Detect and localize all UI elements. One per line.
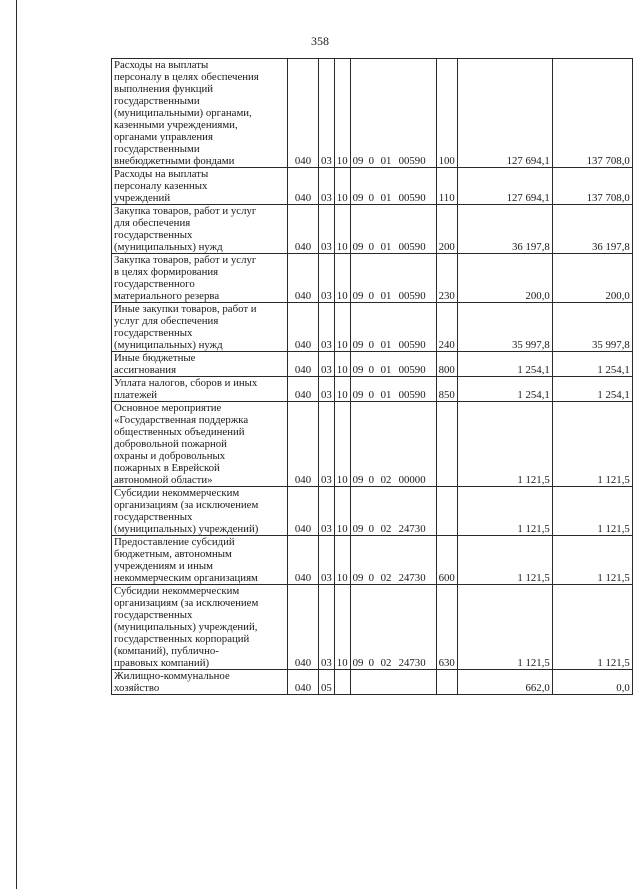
table-row	[112, 377, 633, 402]
target-article-part: 0	[368, 572, 374, 584]
subsection-code: 10	[334, 254, 350, 303]
target-article-part: 09	[352, 290, 364, 302]
section-code: 03	[319, 402, 335, 487]
sum-year-1: 1 121,5	[457, 402, 552, 487]
row-name	[112, 205, 288, 254]
row-name-line: Закупка товаров, работ и услуг	[114, 205, 257, 217]
subsection-code: 10	[334, 536, 350, 585]
row-name-line: внебюджетными фондами	[114, 155, 235, 167]
sum-year-2: 137 708,0	[552, 59, 632, 168]
table-row	[112, 585, 633, 670]
section-code: 03	[319, 377, 335, 402]
row-name-line: Расходы на выплаты	[114, 168, 209, 180]
expense-type-code: 240	[436, 303, 457, 352]
target-article-part: 01	[380, 290, 392, 302]
table-row	[112, 254, 633, 303]
target-article-part: 0	[368, 241, 374, 253]
row-name-line: некоммерческим организациям	[114, 572, 258, 584]
left-margin-rule	[16, 0, 17, 889]
row-name-line: государственными	[114, 95, 200, 107]
row-name-line: в целях формирования	[114, 266, 219, 278]
target-article-code	[350, 205, 436, 254]
ministry-code: 040	[288, 585, 319, 670]
row-name-line: (компаний), публично-	[114, 645, 219, 657]
target-article-part: 09	[352, 523, 364, 535]
target-article-part: 09	[352, 657, 364, 669]
subsection-code: 10	[334, 168, 350, 205]
subsection-code: 10	[334, 205, 350, 254]
table-row	[112, 59, 633, 168]
row-name-line: для обеспечения	[114, 217, 191, 229]
row-name-line: услуг для обеспечения	[114, 315, 219, 327]
sum-year-1: 1 254,1	[457, 352, 552, 377]
target-article-part: 01	[380, 389, 392, 401]
expense-type-code: 100	[436, 59, 457, 168]
target-article-part: 0	[368, 389, 374, 401]
section-code: 03	[319, 303, 335, 352]
table-row	[112, 536, 633, 585]
sum-year-1: 35 997,8	[457, 303, 552, 352]
ministry-code: 040	[288, 402, 319, 487]
sum-year-2: 1 121,5	[552, 536, 632, 585]
target-article-part: 01	[380, 192, 392, 204]
sum-year-1: 1 121,5	[457, 487, 552, 536]
sum-year-1: 127 694,1	[457, 59, 552, 168]
sum-year-2: 35 997,8	[552, 303, 632, 352]
row-name-line: Жилищно-коммунальное	[114, 670, 230, 682]
target-article-part: 0	[368, 192, 374, 204]
sum-year-2: 36 197,8	[552, 205, 632, 254]
subsection-code: 10	[334, 487, 350, 536]
target-article-part: 02	[380, 657, 392, 669]
target-article-part: 0	[368, 364, 374, 376]
row-name-line: государственных	[114, 327, 193, 339]
row-name-line: ассигнования	[114, 364, 177, 376]
expense-type-code: 630	[436, 585, 457, 670]
row-name-line: автономной области»	[114, 474, 213, 486]
row-name-line: государственных	[114, 609, 193, 621]
row-name-line: казенными учреждениями,	[114, 119, 238, 131]
sum-year-1: 36 197,8	[457, 205, 552, 254]
row-name	[112, 254, 288, 303]
subsection-code: 10	[334, 59, 350, 168]
target-article-code	[350, 254, 436, 303]
row-name-line: (муниципальных) учреждений)	[114, 523, 259, 535]
target-article-part: 0	[368, 523, 374, 535]
sum-year-2: 1 121,5	[552, 585, 632, 670]
ministry-code: 040	[288, 536, 319, 585]
row-name-line: правовых компаний)	[114, 657, 210, 669]
ministry-code: 040	[288, 487, 319, 536]
target-article-part: 0	[368, 290, 374, 302]
row-name	[112, 352, 288, 377]
row-name-line: (муниципальных) учреждений,	[114, 621, 258, 633]
row-name-line: государственных	[114, 511, 193, 523]
target-article-part: 09	[352, 192, 364, 204]
sum-year-2: 0,0	[552, 670, 632, 695]
table-row	[112, 352, 633, 377]
target-article-code	[350, 585, 436, 670]
target-article-part: 0	[368, 155, 374, 167]
target-article-part: 0	[368, 657, 374, 669]
row-name	[112, 377, 288, 402]
row-name-line: Уплата налогов, сборов и иных	[114, 377, 258, 389]
row-name-line: (муниципальными) органами,	[114, 107, 252, 119]
sum-year-2: 200,0	[552, 254, 632, 303]
target-article-part: 00590	[398, 389, 426, 401]
expense-type-code	[436, 402, 457, 487]
target-article-code	[350, 168, 436, 205]
row-name-line: (муниципальных) нужд	[114, 241, 223, 253]
sum-year-1: 1 254,1	[457, 377, 552, 402]
row-name-line: «Государственная поддержка	[114, 414, 249, 426]
row-name-line: государственных	[114, 229, 193, 241]
target-article-part: 02	[380, 572, 392, 584]
row-name-line: государственных корпораций	[114, 633, 250, 645]
row-name-line: Субсидии некоммерческим	[114, 585, 240, 597]
row-name-line: Расходы на выплаты	[114, 59, 209, 71]
budget-table	[111, 58, 633, 695]
ministry-code: 040	[288, 205, 319, 254]
subsection-code: 10	[334, 585, 350, 670]
row-name-line: государственного	[114, 278, 195, 290]
row-name-line: организациям (за исключением	[114, 499, 259, 511]
target-article-part: 00590	[398, 339, 426, 351]
row-name	[112, 585, 288, 670]
row-name-line: бюджетным, автономным	[114, 548, 232, 560]
table-row	[112, 487, 633, 536]
subsection-code: 10	[334, 352, 350, 377]
row-name-line: (муниципальных) нужд	[114, 339, 223, 351]
section-code: 05	[319, 670, 335, 695]
row-name-line: органами управления	[114, 131, 213, 143]
ministry-code: 040	[288, 377, 319, 402]
ministry-code: 040	[288, 352, 319, 377]
row-name-line: Иные бюджетные	[114, 352, 196, 364]
row-name	[112, 670, 288, 695]
target-article-code	[350, 402, 436, 487]
row-name-line: хозяйство	[114, 682, 160, 694]
target-article-part: 02	[380, 523, 392, 535]
budget-table-body	[112, 59, 633, 695]
target-article-part: 00590	[398, 364, 426, 376]
target-article-part: 24730	[398, 523, 426, 535]
table-row	[112, 205, 633, 254]
expense-type-code	[436, 487, 457, 536]
target-article-part: 09	[352, 241, 364, 253]
row-name-line: персоналу казенных	[114, 180, 208, 192]
target-article-part: 00590	[398, 241, 426, 253]
row-name-line: Иные закупки товаров, работ и	[114, 303, 257, 315]
target-article-part: 01	[380, 155, 392, 167]
target-article-code	[350, 487, 436, 536]
table-row	[112, 303, 633, 352]
ministry-code: 040	[288, 670, 319, 695]
section-code: 03	[319, 585, 335, 670]
sum-year-1: 662,0	[457, 670, 552, 695]
target-article-part: 00590	[398, 192, 426, 204]
target-article-part: 01	[380, 339, 392, 351]
row-name	[112, 536, 288, 585]
row-name-line: материального резерва	[114, 290, 220, 302]
row-name	[112, 168, 288, 205]
subsection-code: 10	[334, 303, 350, 352]
expense-type-code: 800	[436, 352, 457, 377]
target-article-part: 01	[380, 364, 392, 376]
target-article-code	[350, 352, 436, 377]
target-article-part: 09	[352, 364, 364, 376]
target-article-part: 00000	[398, 474, 426, 486]
target-article-part: 00590	[398, 155, 426, 167]
target-article-code	[350, 377, 436, 402]
target-article-part: 09	[352, 572, 364, 584]
target-article-part: 02	[380, 474, 392, 486]
ministry-code: 040	[288, 168, 319, 205]
row-name-line: охраны и добровольных	[114, 450, 226, 462]
table-row	[112, 670, 633, 695]
row-name-line: учреждениям и иным	[114, 560, 213, 572]
row-name-line: общественных объединений	[114, 426, 245, 438]
section-code: 03	[319, 168, 335, 205]
sum-year-2: 1 254,1	[552, 377, 632, 402]
target-article-part: 09	[352, 474, 364, 486]
sum-year-1: 127 694,1	[457, 168, 552, 205]
section-code: 03	[319, 59, 335, 168]
row-name	[112, 402, 288, 487]
sum-year-2: 137 708,0	[552, 168, 632, 205]
target-article-part: 09	[352, 155, 364, 167]
target-article-part: 00590	[398, 290, 426, 302]
row-name-line: персоналу в целях обеспечения	[114, 71, 259, 83]
subsection-code: 10	[334, 402, 350, 487]
expense-type-code: 230	[436, 254, 457, 303]
section-code: 03	[319, 487, 335, 536]
target-article-part: 24730	[398, 657, 426, 669]
row-name-line: платежей	[114, 389, 158, 401]
row-name-line: выполнения функций	[114, 83, 214, 95]
target-article-part: 09	[352, 339, 364, 351]
page-number: 358	[311, 34, 329, 48]
sum-year-1: 1 121,5	[457, 536, 552, 585]
target-article-part: 01	[380, 241, 392, 253]
target-article-code	[350, 303, 436, 352]
section-code: 03	[319, 536, 335, 585]
row-name-line: пожарных в Еврейской	[114, 462, 220, 474]
section-code: 03	[319, 205, 335, 254]
expense-type-code: 600	[436, 536, 457, 585]
section-code: 03	[319, 352, 335, 377]
target-article-part: 0	[368, 474, 374, 486]
target-article-part: 24730	[398, 572, 426, 584]
target-article-code	[350, 536, 436, 585]
sum-year-2: 1 121,5	[552, 402, 632, 487]
row-name-line: государственными	[114, 143, 200, 155]
row-name-line: организациям (за исключением	[114, 597, 259, 609]
row-name-line: Субсидии некоммерческим	[114, 487, 240, 499]
sum-year-1: 200,0	[457, 254, 552, 303]
sum-year-2: 1 254,1	[552, 352, 632, 377]
row-name-line: добровольной пожарной	[114, 438, 227, 450]
ministry-code: 040	[288, 254, 319, 303]
section-code: 03	[319, 254, 335, 303]
row-name-line: Предоставление субсидий	[114, 536, 235, 548]
ministry-code: 040	[288, 59, 319, 168]
target-article-code	[350, 59, 436, 168]
row-name-line: учреждений	[114, 192, 171, 204]
subsection-code	[334, 670, 350, 695]
row-name	[112, 487, 288, 536]
expense-type-code	[436, 670, 457, 695]
expense-type-code: 110	[436, 168, 457, 205]
subsection-code: 10	[334, 377, 350, 402]
target-article-code	[350, 670, 436, 695]
target-article-part: 09	[352, 389, 364, 401]
expense-type-code: 200	[436, 205, 457, 254]
table-row	[112, 168, 633, 205]
row-name-line: Закупка товаров, работ и услуг	[114, 254, 257, 266]
ministry-code: 040	[288, 303, 319, 352]
row-name	[112, 303, 288, 352]
expense-type-code: 850	[436, 377, 457, 402]
row-name	[112, 59, 288, 168]
sum-year-2: 1 121,5	[552, 487, 632, 536]
table-row	[112, 402, 633, 487]
target-article-part: 0	[368, 339, 374, 351]
row-name-line: Основное мероприятие	[114, 402, 222, 414]
sum-year-1: 1 121,5	[457, 585, 552, 670]
